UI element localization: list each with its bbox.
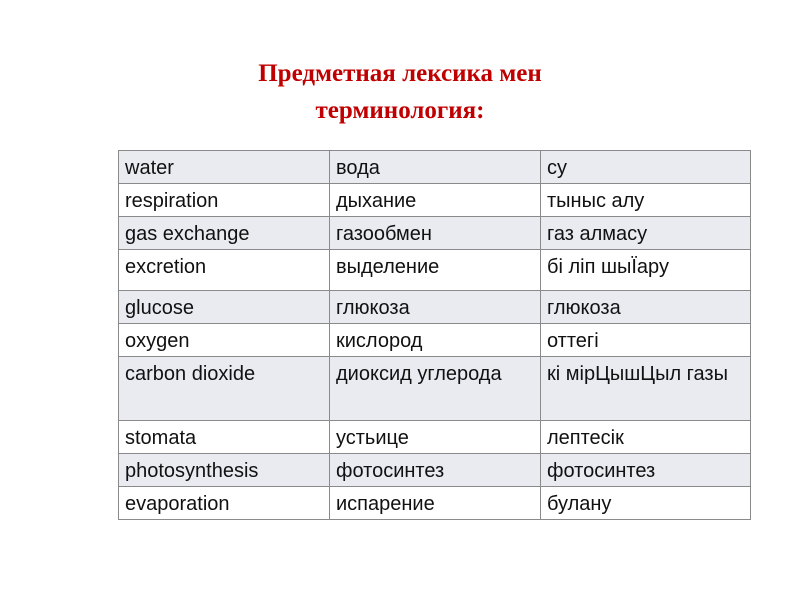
term-russian: фотосинтез [330,454,541,487]
term-russian: кислород [330,324,541,357]
term-english: photosynthesis [119,454,330,487]
term-russian: глюкоза [330,291,541,324]
term-english: respiration [119,184,330,217]
term-english: excretion [119,250,330,291]
term-english: gas exchange [119,217,330,250]
table-row [119,324,751,357]
term-english: evaporation [119,487,330,520]
term-kazakh: тыныс алу [541,184,751,217]
term-russian: дыхание [330,184,541,217]
table-row [119,184,751,217]
term-russian: диоксид углерода [330,357,541,421]
terminology-table [118,150,751,520]
term-english: water [119,151,330,184]
table-row [119,250,751,291]
term-kazakh: кі мірЦышЦыл газы [541,357,751,421]
term-kazakh: фотосинтез [541,454,751,487]
term-russian: вода [330,151,541,184]
table-row [119,151,751,184]
term-kazakh: булану [541,487,751,520]
table-row [119,291,751,324]
term-english: glucose [119,291,330,324]
table-row [119,454,751,487]
term-kazakh: лептесік [541,421,751,454]
table-row [119,357,751,421]
term-kazakh: оттегі [541,324,751,357]
table-row [119,421,751,454]
table-row [119,487,751,520]
table-row [119,217,751,250]
term-russian: газообмен [330,217,541,250]
title-line-1: Предметная лексика мен [258,60,542,87]
term-kazakh: су [541,151,751,184]
term-russian: испарение [330,487,541,520]
term-kazakh: бі ліп шыЇару [541,250,751,291]
term-russian: выделение [330,250,541,291]
term-russian: устьице [330,421,541,454]
page-title [0,55,800,129]
term-english: oxygen [119,324,330,357]
term-english: carbon dioxide [119,357,330,421]
title-line-2: терминология: [315,97,485,124]
term-kazakh: глюкоза [541,291,751,324]
term-english: stomata [119,421,330,454]
term-kazakh: газ алмасу [541,217,751,250]
